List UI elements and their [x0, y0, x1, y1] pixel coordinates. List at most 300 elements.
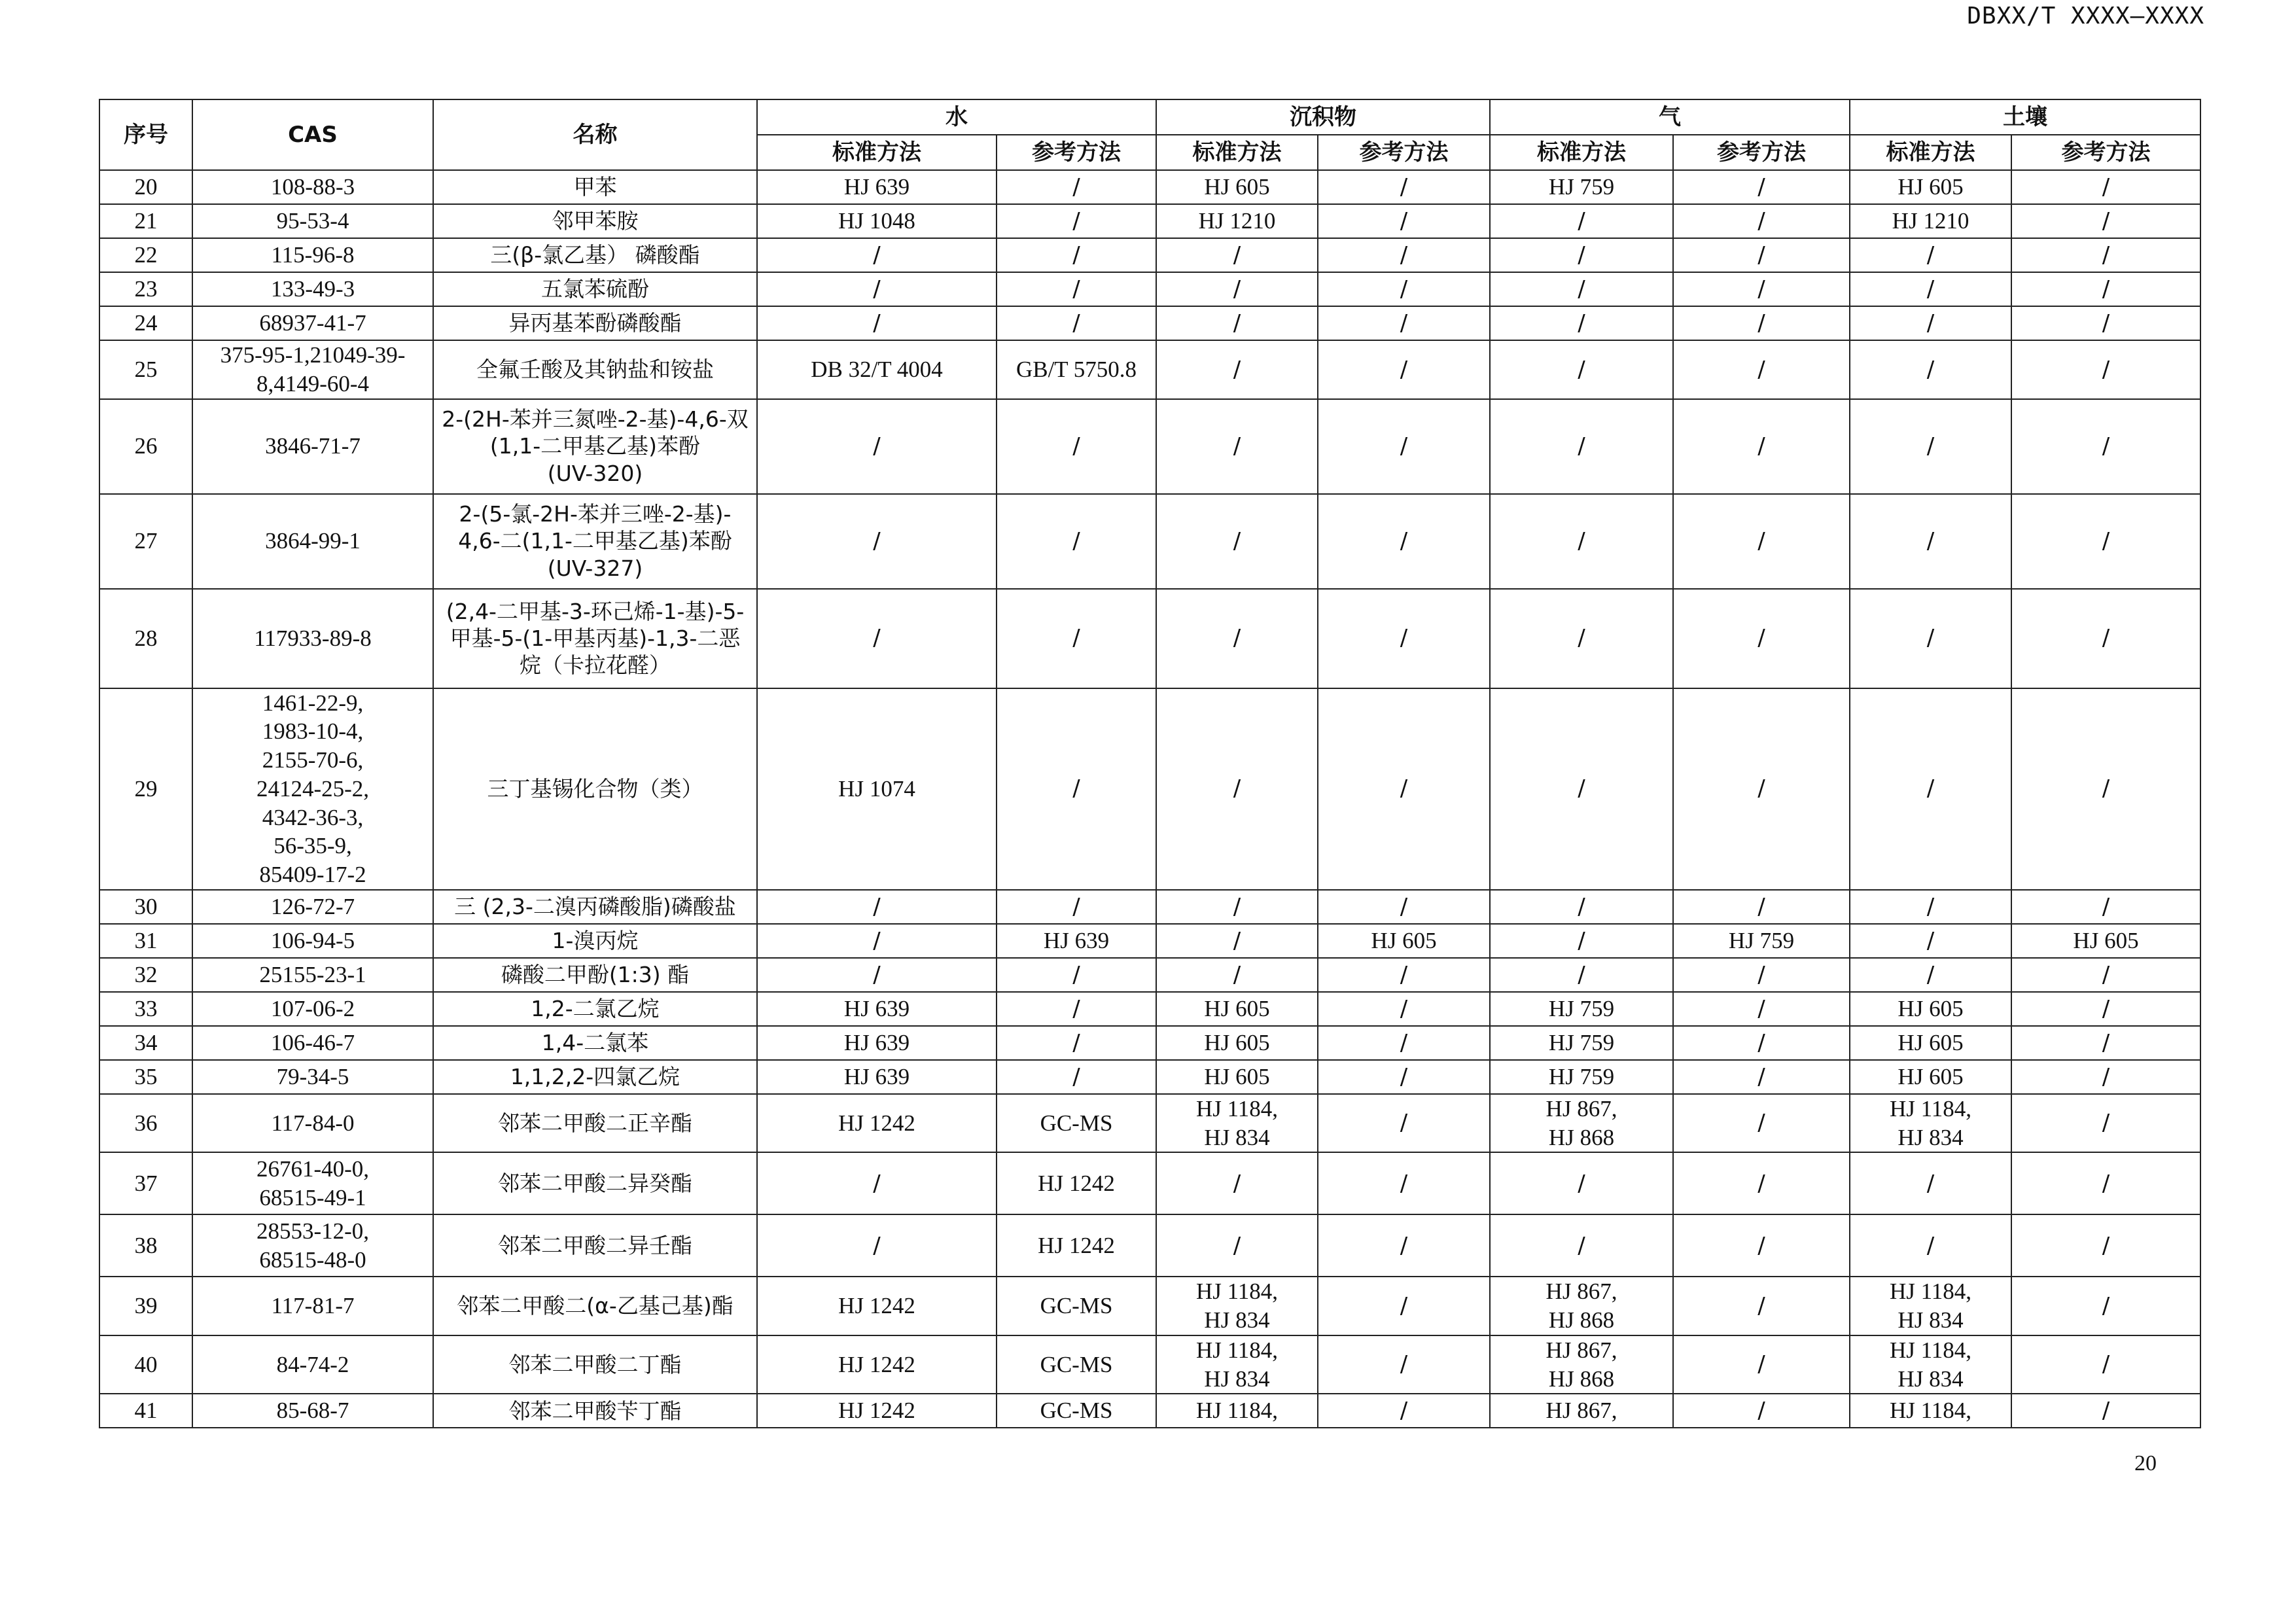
cell-soil-standard — [1850, 1060, 2011, 1094]
cell-sediment-standard — [1156, 1026, 1318, 1060]
cell-water-reference — [997, 1214, 1156, 1277]
cell-seq: 38 — [99, 1214, 192, 1277]
cell-line: HJ 1184, — [1889, 1398, 1972, 1424]
cell-seq: 40 — [99, 1335, 192, 1394]
cell-line: / — [1757, 1063, 1765, 1090]
cell-line: / — [2102, 775, 2110, 802]
cell-line: HJ 639 — [843, 1029, 910, 1055]
cell-sediment-standard — [1156, 1394, 1318, 1428]
cell-line: / — [1233, 356, 1241, 383]
cell-line: / — [2102, 527, 2110, 554]
cell-sediment-standard — [1156, 688, 1318, 890]
cell-soil-reference — [2011, 1277, 2200, 1335]
cell-line: HJ 605 — [1898, 174, 1964, 200]
cell-line: 133-49-3 — [270, 276, 355, 302]
cell-line: / — [1072, 527, 1080, 554]
cell-line: 3864-99-1 — [265, 528, 361, 554]
cell-name — [433, 494, 757, 589]
cell-seq: 35 — [99, 1060, 192, 1094]
cell-line: 五氯苯硫酚 — [541, 276, 649, 302]
cell-line: HJ 834 — [1204, 1307, 1270, 1333]
cell-line: / — [1757, 309, 1765, 336]
cell-line: / — [1400, 961, 1408, 988]
cell-soil-reference — [2011, 924, 2200, 958]
cell-line: / — [873, 432, 881, 459]
cell-water-reference — [997, 992, 1156, 1026]
cell-water-reference — [997, 890, 1156, 924]
cell-water-standard — [757, 170, 997, 204]
cell-cas — [192, 306, 433, 340]
cell-name — [433, 1335, 757, 1394]
cell-line: 2-(2H-苯并三氮唑-2-基)-4,6-双 — [442, 406, 749, 432]
table-body — [99, 170, 2200, 1428]
cell-line: HJ 639 — [843, 174, 910, 200]
header-air: 气 — [1490, 99, 1850, 135]
cell-line: / — [1926, 241, 1935, 268]
cell-line: HJ 1242 — [838, 1351, 915, 1377]
table-row — [99, 340, 2200, 399]
cell-seq: 25 — [99, 340, 192, 399]
cell-line: HJ 605 — [1204, 1063, 1270, 1089]
cell-line: / — [2102, 1232, 2110, 1259]
cell-cas — [192, 272, 433, 306]
cell-air-standard — [1490, 688, 1673, 890]
cell-water-standard — [757, 1394, 997, 1428]
cell-air-standard — [1490, 1214, 1673, 1277]
cell-line: 1-溴丙烷 — [552, 928, 639, 954]
cell-line: / — [1233, 432, 1241, 459]
cell-line: / — [2102, 241, 2110, 268]
cell-name — [433, 1026, 757, 1060]
cell-air-standard — [1490, 1335, 1673, 1394]
table-row — [99, 589, 2200, 688]
cell-seq: 22 — [99, 238, 192, 272]
cell-line: 4,6-二(1,1-二甲基乙基)苯酚 — [458, 528, 732, 554]
header-water-reference: 参考方法 — [997, 135, 1156, 170]
cell-water-standard — [757, 958, 997, 992]
cell-cas — [192, 589, 433, 688]
header-sediment-standard: 标准方法 — [1156, 135, 1318, 170]
cell-sediment-reference — [1318, 1277, 1490, 1335]
cell-line: / — [1757, 1292, 1765, 1319]
cell-cas — [192, 238, 433, 272]
cell-name — [433, 306, 757, 340]
cell-name — [433, 1277, 757, 1335]
cell-line: 126-72-7 — [270, 893, 355, 919]
cell-line: HJ 605 — [1898, 1029, 1964, 1055]
cell-line: 28553-12-0, — [256, 1218, 370, 1244]
cell-line: / — [1400, 1351, 1408, 1378]
table-row — [99, 1277, 2200, 1335]
cell-sediment-reference — [1318, 992, 1490, 1026]
cell-soil-standard — [1850, 1394, 2011, 1428]
cell-cas — [192, 890, 433, 924]
cell-line: 115-96-8 — [271, 242, 355, 268]
cell-line: HJ 1184, — [1195, 1337, 1279, 1363]
cell-line: / — [1072, 893, 1080, 920]
cell-line: / — [1072, 775, 1080, 802]
cell-line: 79-34-5 — [276, 1063, 349, 1089]
cell-line: HJ 759 — [1728, 927, 1795, 953]
cell-cas — [192, 992, 433, 1026]
cell-air-reference — [1673, 494, 1850, 589]
cell-line: / — [1926, 1170, 1935, 1197]
cell-line: / — [1926, 893, 1935, 920]
cell-name — [433, 958, 757, 992]
cell-line: HJ 1242 — [1038, 1232, 1115, 1258]
table-row — [99, 1026, 2200, 1060]
cell-sediment-reference — [1318, 1026, 1490, 1060]
cell-line: / — [1926, 927, 1935, 954]
cell-line: / — [1926, 432, 1935, 459]
cell-soil-reference — [2011, 306, 2200, 340]
cell-cas — [192, 1060, 433, 1094]
cell-seq: 36 — [99, 1094, 192, 1153]
cell-cas — [192, 204, 433, 238]
cell-line: / — [873, 1170, 881, 1197]
cell-line: / — [2102, 1110, 2110, 1137]
table-row — [99, 238, 2200, 272]
cell-air-standard — [1490, 958, 1673, 992]
cell-line: / — [1400, 241, 1408, 268]
cell-soil-standard — [1850, 1152, 2011, 1214]
cell-water-reference — [997, 204, 1156, 238]
cell-air-standard — [1490, 1394, 1673, 1428]
cell-line: 邻苯二甲酸苄丁酯 — [508, 1398, 682, 1424]
cell-water-standard — [757, 1277, 997, 1335]
cell-line: / — [1578, 1232, 1585, 1259]
cell-air-reference — [1673, 1394, 1850, 1428]
cell-sediment-standard — [1156, 272, 1318, 306]
cell-line: / — [1233, 625, 1241, 652]
cell-line: / — [2102, 207, 2110, 234]
cell-line: / — [1578, 432, 1585, 459]
cell-sediment-reference — [1318, 1060, 1490, 1094]
cell-line: / — [1757, 527, 1765, 554]
cell-line: / — [1400, 1110, 1408, 1137]
cell-line: / — [1400, 1170, 1408, 1197]
cell-line: / — [1757, 1029, 1765, 1056]
cell-line: HJ 1242 — [1038, 1170, 1115, 1196]
cell-soil-standard — [1850, 272, 2011, 306]
cell-sediment-standard — [1156, 340, 1318, 399]
table-row — [99, 992, 2200, 1026]
cell-line: / — [1757, 1232, 1765, 1259]
cell-line: HJ 1184, — [1889, 1095, 1972, 1121]
cell-name — [433, 992, 757, 1026]
cell-line: / — [1757, 432, 1765, 459]
cell-line: / — [1578, 241, 1585, 268]
cell-line: / — [873, 961, 881, 988]
cell-line: HJ 1210 — [1198, 208, 1276, 234]
cell-air-standard — [1490, 890, 1673, 924]
table-row — [99, 924, 2200, 958]
cell-line: / — [1757, 961, 1765, 988]
cell-line: HJ 605 — [1204, 1029, 1270, 1055]
cell-name — [433, 688, 757, 890]
table-row — [99, 890, 2200, 924]
cell-water-standard — [757, 306, 997, 340]
table-row — [99, 688, 2200, 890]
cell-sediment-reference — [1318, 340, 1490, 399]
cell-line: / — [1072, 961, 1080, 988]
cell-water-standard — [757, 340, 997, 399]
cell-cas — [192, 340, 433, 399]
cell-air-reference — [1673, 340, 1850, 399]
cell-line: HJ 759 — [1548, 995, 1615, 1021]
cell-soil-reference — [2011, 1152, 2200, 1214]
cell-water-standard — [757, 924, 997, 958]
cell-air-standard — [1490, 306, 1673, 340]
cell-line: / — [1578, 775, 1585, 802]
cell-water-standard — [757, 238, 997, 272]
cell-sediment-standard — [1156, 1060, 1318, 1094]
cell-sediment-reference — [1318, 1214, 1490, 1277]
cell-line: / — [1926, 527, 1935, 554]
cell-line: 117933-89-8 — [254, 625, 372, 651]
cell-seq: 32 — [99, 958, 192, 992]
cell-line: HJ 1242 — [838, 1110, 915, 1136]
cell-sediment-standard — [1156, 238, 1318, 272]
cell-air-reference — [1673, 204, 1850, 238]
cell-soil-standard — [1850, 204, 2011, 238]
cell-line: / — [1400, 356, 1408, 383]
cell-line: / — [1757, 241, 1765, 268]
cell-line: 邻苯二甲酸二(α-乙基己基)酯 — [457, 1293, 733, 1319]
cell-air-reference — [1673, 238, 1850, 272]
header-soil-reference: 参考方法 — [2011, 135, 2200, 170]
cell-line: / — [1400, 1063, 1408, 1090]
cell-line: / — [873, 893, 881, 920]
cell-air-reference — [1673, 399, 1850, 494]
cell-seq: 31 — [99, 924, 192, 958]
cell-line: 1461-22-9, — [262, 690, 364, 716]
cell-line: 三(β-氯乙基） 磷酸酯 — [490, 242, 700, 268]
cell-line: / — [1400, 527, 1408, 554]
cell-cas — [192, 1277, 433, 1335]
cell-line: HJ 1242 — [838, 1398, 915, 1424]
cell-line: / — [2102, 625, 2110, 652]
table-row — [99, 204, 2200, 238]
cell-line: 邻苯二甲酸二正辛酯 — [498, 1110, 692, 1136]
cell-air-reference — [1673, 170, 1850, 204]
cell-line: HJ 1242 — [838, 1293, 915, 1319]
cell-name — [433, 340, 757, 399]
cell-line: 108-88-3 — [270, 174, 355, 200]
cell-line: HJ 639 — [843, 995, 910, 1021]
cell-soil-reference — [2011, 204, 2200, 238]
table-row — [99, 1094, 2200, 1153]
cell-line: / — [873, 927, 881, 954]
cell-cas — [192, 1026, 433, 1060]
cell-line: / — [1926, 1232, 1935, 1259]
cell-line: HJ 605 — [1204, 995, 1270, 1021]
cell-water-standard — [757, 399, 997, 494]
cell-line: / — [873, 1232, 881, 1259]
cell-line: HJ 867, — [1545, 1398, 1617, 1424]
cell-line: / — [1578, 207, 1585, 234]
cell-water-standard — [757, 272, 997, 306]
cell-sediment-reference — [1318, 589, 1490, 688]
cell-line: / — [1400, 995, 1408, 1022]
cell-soil-reference — [2011, 1026, 2200, 1060]
cell-cas — [192, 1394, 433, 1428]
cell-sediment-reference — [1318, 238, 1490, 272]
cell-sediment-standard — [1156, 399, 1318, 494]
cell-line: 26761-40-0, — [256, 1156, 370, 1182]
cell-line: 68515-49-1 — [259, 1184, 366, 1210]
header-sediment: 沉积物 — [1156, 99, 1490, 135]
cell-cas — [192, 958, 433, 992]
cell-line: / — [873, 527, 881, 554]
table-row — [99, 399, 2200, 494]
cell-air-standard — [1490, 204, 1673, 238]
cell-name — [433, 238, 757, 272]
cell-sediment-standard — [1156, 306, 1318, 340]
cell-sediment-reference — [1318, 890, 1490, 924]
cell-line: / — [1233, 893, 1241, 920]
cell-line: / — [1072, 241, 1080, 268]
table-row — [99, 170, 2200, 204]
cell-line: / — [1757, 893, 1765, 920]
cell-line: / — [1233, 309, 1241, 336]
cell-air-standard — [1490, 494, 1673, 589]
cell-air-standard — [1490, 1060, 1673, 1094]
table-row — [99, 1152, 2200, 1214]
cell-soil-reference — [2011, 1335, 2200, 1394]
cell-line: / — [2102, 309, 2110, 336]
cell-water-standard — [757, 494, 997, 589]
cell-sediment-reference — [1318, 1394, 1490, 1428]
cell-line: / — [2102, 893, 2110, 920]
cell-line: 106-46-7 — [270, 1029, 355, 1055]
cell-line: 1,2-二氯乙烷 — [531, 996, 660, 1022]
cell-line: / — [1400, 1398, 1408, 1424]
cell-line: / — [1072, 309, 1080, 336]
cell-line: / — [1757, 1170, 1765, 1197]
cell-soil-reference — [2011, 1060, 2200, 1094]
cell-line: / — [1926, 625, 1935, 652]
cell-line: HJ 639 — [1043, 927, 1110, 953]
cell-line: / — [1233, 775, 1241, 802]
cell-sediment-standard — [1156, 1214, 1318, 1277]
cell-air-reference — [1673, 1277, 1850, 1335]
cell-soil-standard — [1850, 589, 2011, 688]
cell-air-reference — [1673, 589, 1850, 688]
cell-sediment-standard — [1156, 958, 1318, 992]
cell-water-reference — [997, 924, 1156, 958]
cell-line: HJ 759 — [1548, 1029, 1615, 1055]
cell-name — [433, 204, 757, 238]
cell-line: HJ 605 — [1898, 1063, 1964, 1089]
cell-line: HJ 1184, — [1889, 1279, 1972, 1305]
cell-line: GC-MS — [1040, 1110, 1113, 1136]
cell-line: GB/T 5750.8 — [1016, 356, 1137, 382]
cell-line: / — [2102, 1398, 2110, 1424]
cell-line: 1,4-二氯苯 — [541, 1030, 649, 1056]
cell-line: (2,4-二甲基-3-环己烯-1-基)-5- — [446, 598, 745, 624]
cell-line: 全氟壬酸及其钠盐和铵盐 — [476, 357, 714, 383]
cell-air-standard — [1490, 924, 1673, 958]
page-number: 20 — [2134, 1451, 2157, 1475]
cell-air-standard — [1490, 1152, 1673, 1214]
cell-cas — [192, 399, 433, 494]
cell-water-standard — [757, 688, 997, 890]
cell-water-standard — [757, 204, 997, 238]
cell-line: 烷（卡拉花醛） — [520, 652, 671, 679]
cell-air-reference — [1673, 1060, 1850, 1094]
table-row — [99, 1214, 2200, 1277]
cell-line: / — [1072, 625, 1080, 652]
cell-sediment-standard — [1156, 890, 1318, 924]
cell-line: (1,1-二甲基乙基)苯酚 — [489, 433, 701, 459]
cell-line: 24124-25-2, — [256, 775, 370, 802]
cell-line: 磷酸二甲酚(1:3) 酯 — [501, 962, 690, 988]
cell-line: / — [1400, 1292, 1408, 1319]
header-water-standard: 标准方法 — [757, 135, 997, 170]
cell-sediment-standard — [1156, 494, 1318, 589]
cell-soil-reference — [2011, 992, 2200, 1026]
cell-line: HJ 868 — [1548, 1307, 1615, 1333]
cell-water-standard — [757, 890, 997, 924]
cell-line: / — [1233, 241, 1241, 268]
cell-water-standard — [757, 1060, 997, 1094]
cell-line: HJ 605 — [1204, 174, 1270, 200]
cell-line: HJ 834 — [1898, 1124, 1964, 1150]
cell-soil-standard — [1850, 306, 2011, 340]
cell-seq: 20 — [99, 170, 192, 204]
cell-water-reference — [997, 306, 1156, 340]
table-row — [99, 1335, 2200, 1394]
cell-line: / — [1757, 1351, 1765, 1378]
cell-line: HJ 867, — [1545, 1279, 1617, 1305]
cell-line: HJ 867, — [1545, 1095, 1617, 1121]
cell-soil-standard — [1850, 992, 2011, 1026]
cell-sediment-standard — [1156, 204, 1318, 238]
cell-line: / — [2102, 1029, 2110, 1056]
cell-water-reference — [997, 1094, 1156, 1153]
cell-name — [433, 890, 757, 924]
cell-line: 甲苯 — [573, 174, 617, 200]
cell-line: HJ 1184, — [1195, 1398, 1279, 1424]
cell-name — [433, 399, 757, 494]
cell-line: 68937-41-7 — [259, 310, 366, 336]
cell-line: (UV-327) — [547, 555, 643, 581]
cell-air-standard — [1490, 992, 1673, 1026]
cell-soil-reference — [2011, 688, 2200, 890]
cell-sediment-reference — [1318, 688, 1490, 890]
cell-line: / — [1400, 893, 1408, 920]
cell-sediment-reference — [1318, 924, 1490, 958]
cell-line: HJ 759 — [1548, 174, 1615, 200]
cell-line: HJ 1184, — [1889, 1337, 1972, 1363]
cell-line: / — [1400, 207, 1408, 234]
cell-line: HJ 834 — [1204, 1366, 1270, 1392]
cell-line: 106-94-5 — [270, 927, 355, 953]
cell-air-reference — [1673, 890, 1850, 924]
cell-line: / — [1233, 527, 1241, 554]
cell-line: / — [2102, 173, 2110, 200]
cell-line: / — [2102, 1170, 2110, 1197]
cell-line: / — [1400, 432, 1408, 459]
cell-seq: 30 — [99, 890, 192, 924]
cell-name — [433, 1214, 757, 1277]
cell-line: HJ 868 — [1548, 1124, 1615, 1150]
cell-water-reference — [997, 688, 1156, 890]
cell-soil-reference — [2011, 890, 2200, 924]
cell-air-standard — [1490, 399, 1673, 494]
cell-water-standard — [757, 589, 997, 688]
